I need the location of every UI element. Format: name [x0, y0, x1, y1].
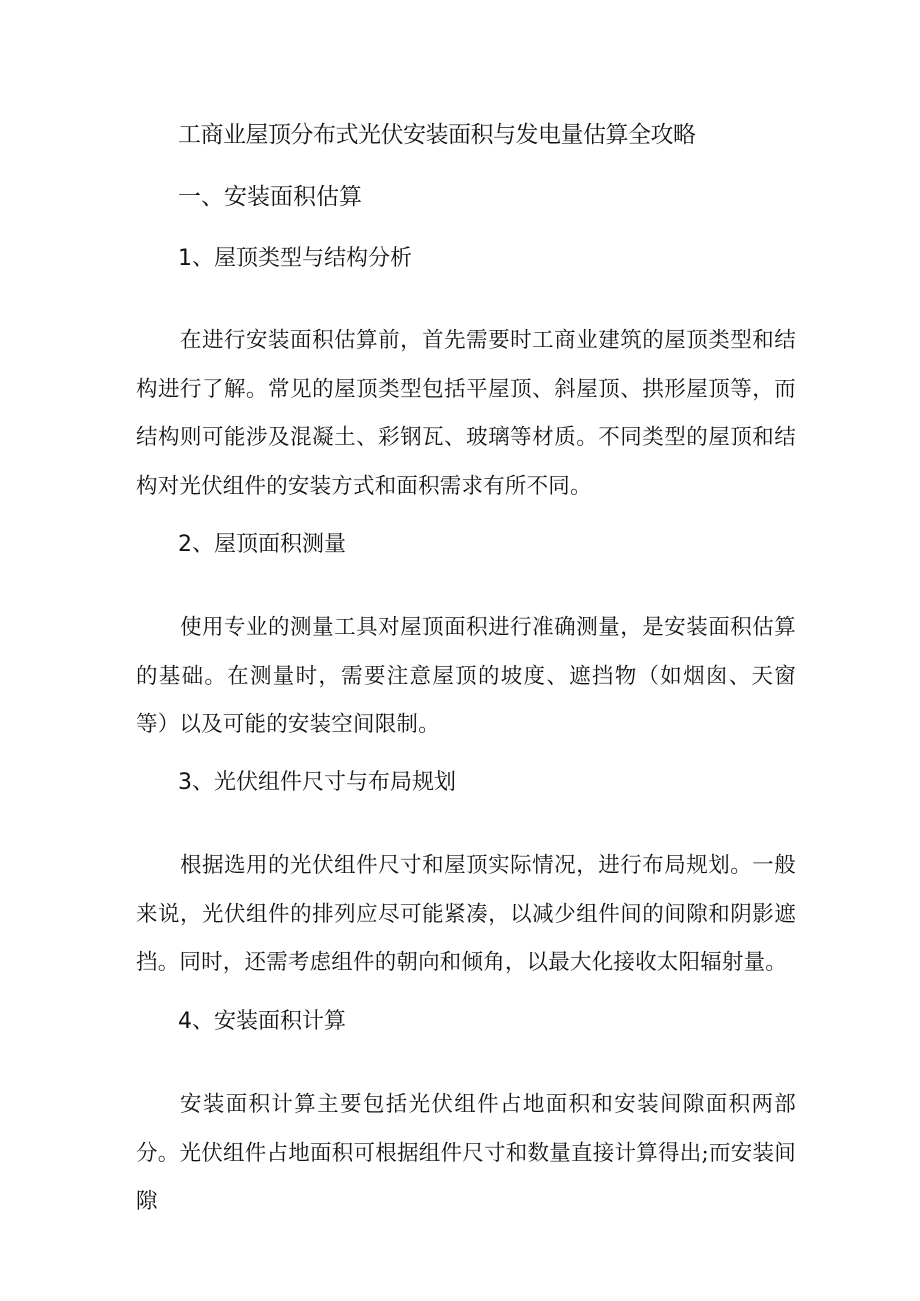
paragraph: 根据选用的光伏组件尺寸和屋顶实际情况，进行布局规划。一般来说，光伏组件的排列应尽可能紧凑，以减少组件间的间隙和阴影遮挡。同时，还需考虑组件的朝向和倾角，以最大化接收太阳辐射量。 — [136, 853, 796, 975]
paragraph: 安装面积计算主要包括光伏组件占地面积和安装间隙面积两部分。光伏组件占地面积可根据组件尺寸和数量直接计算得出;而安装间隙 — [136, 1092, 796, 1214]
subsection-heading: 4、安装面积计算 — [178, 1009, 346, 1034]
paragraph: 使用专业的测量工具对屋顶面积进行准确测量，是安装面积估算的基础。在测量时，需要注意屋顶的坡度、遮挡物（如烟囱、天窗等）以及可能的安装空间限制。 — [136, 615, 796, 737]
document-title: 工商业屋顶分布式光伏安装面积与发电量估算全攻略 — [178, 122, 696, 148]
subsection-heading: 3、光伏组件尺寸与布局规划 — [178, 770, 456, 795]
section-heading: 一、安装面积估算 — [178, 184, 362, 210]
subsection-heading: 1、屋顶类型与结构分析 — [178, 246, 412, 271]
subsection-heading: 2、屋顶面积测量 — [178, 532, 346, 557]
paragraph: 在进行安装面积估算前，首先需要时工商业建筑的屋顶类型和结构进行了解。常见的屋顶类型包括平屋顶、斜屋顶、拱形屋顶等，而结构则可能涉及混凝土、彩钢瓦、玻璃等材质。不同类型的屋顶和结构对光伏组件的安装方式和面积需求有所不同。 — [136, 328, 796, 499]
